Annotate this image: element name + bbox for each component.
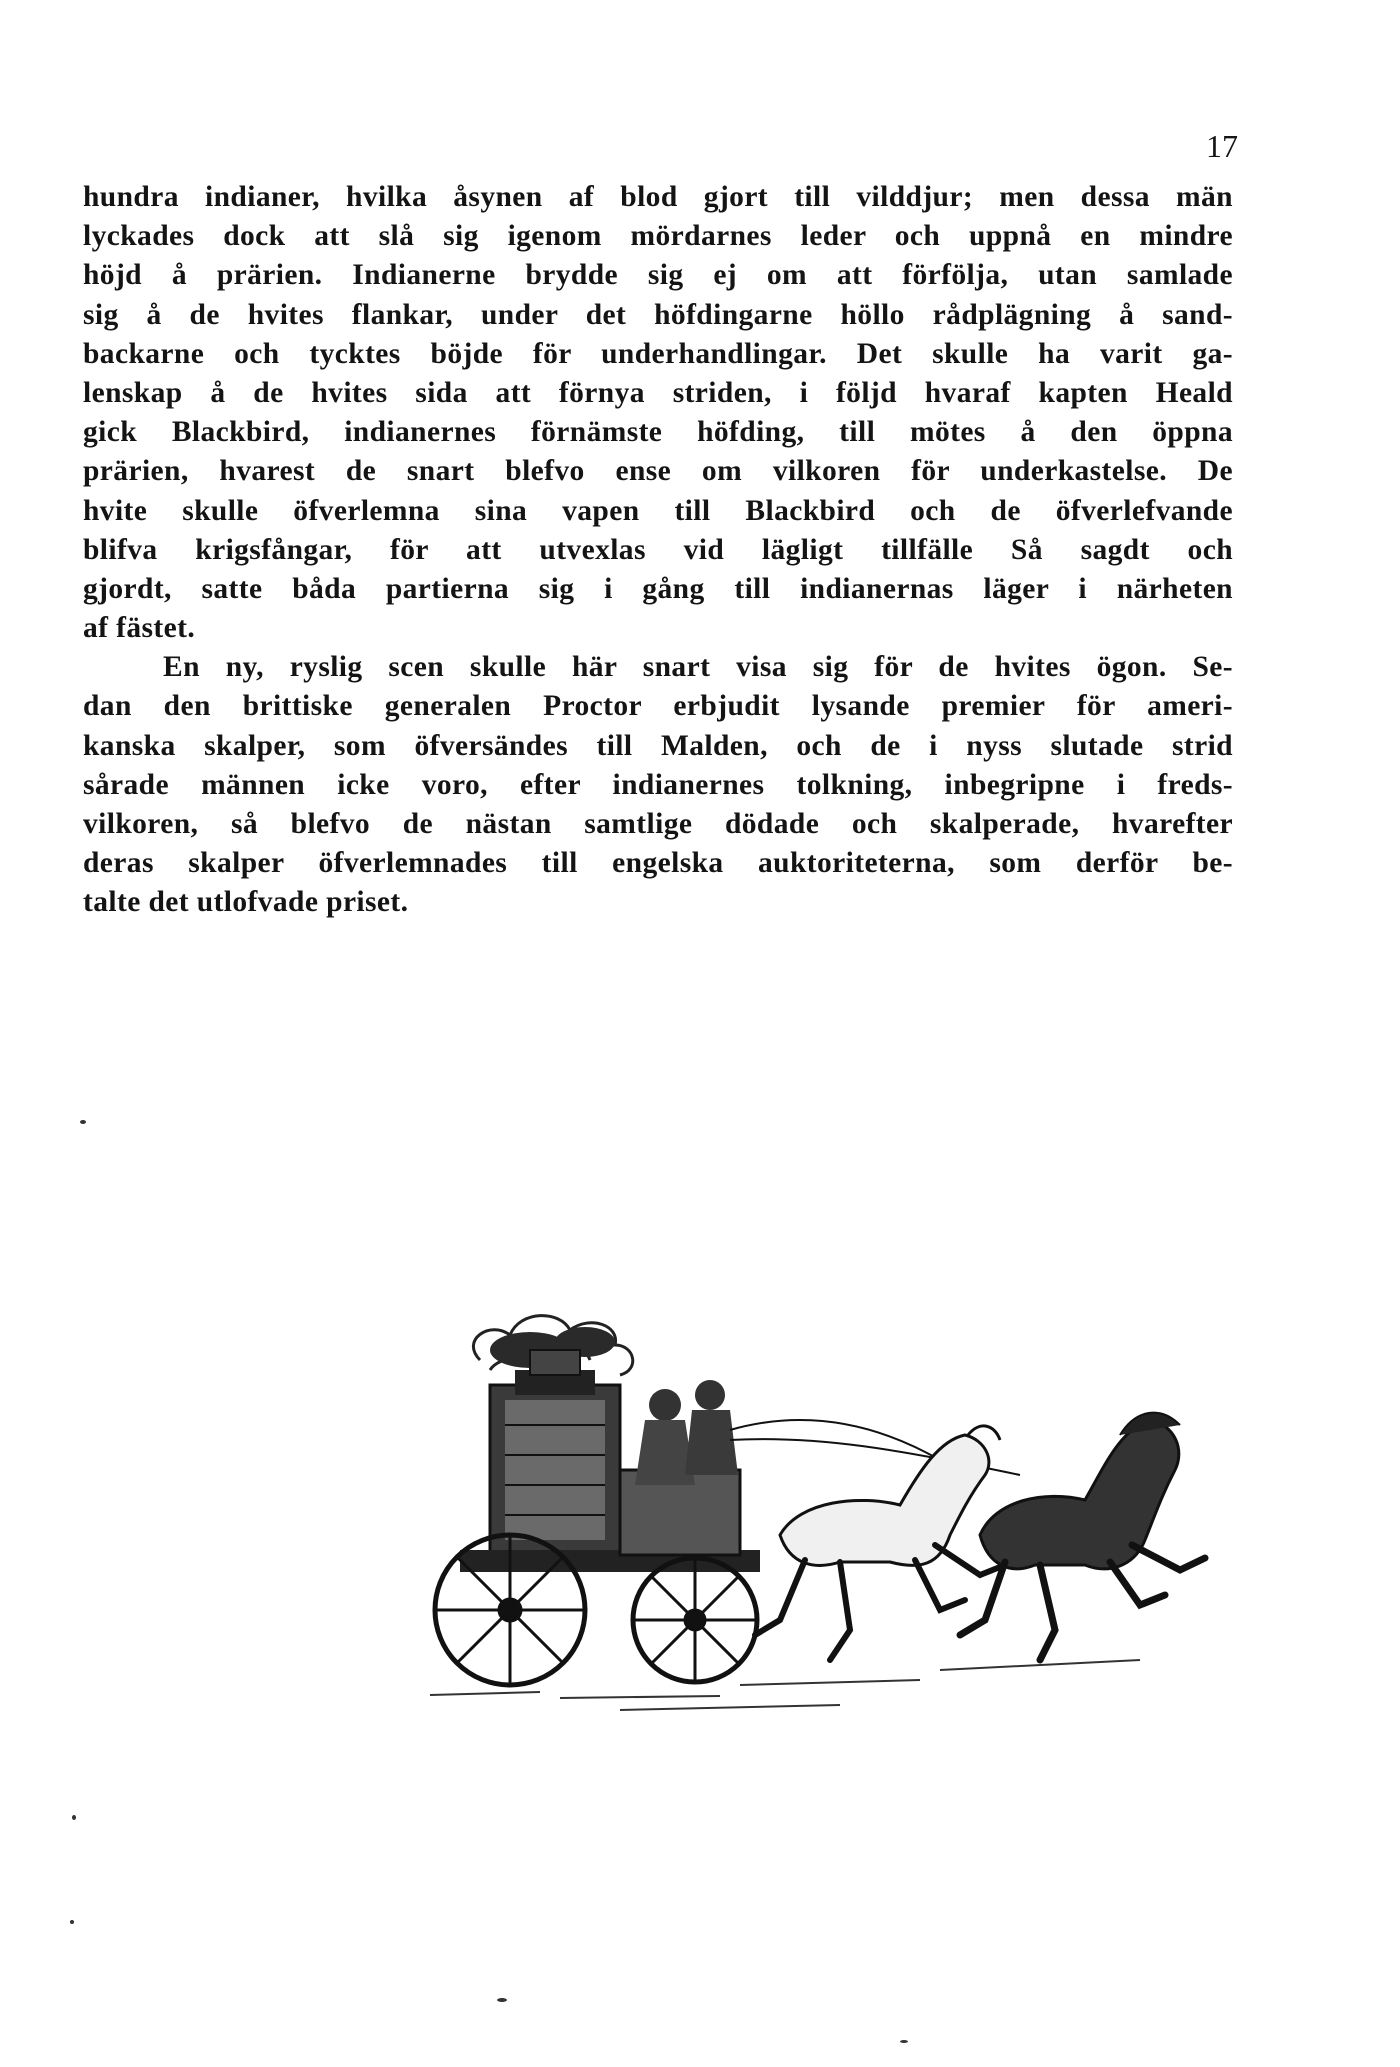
text-line: höjd å prärien. Indianerne brydde sig ej om att förfölja, utan samlade [83, 259, 1233, 292]
body-text [83, 178, 1233, 923]
text-line: blifva krigsfångar, för att utvexlas vid lägligt tillfälle Så sagdt och [83, 533, 1233, 566]
text-line: sig å de hvites flankar, under det höfdingarne höllo rådplägning å sand- [83, 298, 1233, 331]
text-line: hundra indianer, hvilka åsynen af blod gjort till vilddjur; men dessa män [83, 181, 1233, 213]
text-line: hvite skulle öfverlemna sina vapen till Blackbird och de öfverlefvande [83, 494, 1233, 527]
text-line: deras skalper öfverlemnades till engelska auktoriteterna, som derför be- [83, 847, 1233, 880]
text-line: lyckades dock att slå sig igenom mördarnes leder och uppnå en mindre [83, 220, 1233, 253]
text-line: vilkoren, så blefvo de nästan samtlige dödade och skalperade, hvarefter [83, 808, 1233, 840]
text-line: prärien, hvarest de snart blefvo ense om vilkoren för underkastelse. De [83, 455, 1233, 488]
print-speck [497, 1998, 507, 2002]
text-line: lenskap å de hvites sida att förnya striden, i följd hvaraf kapten Heald [83, 376, 1233, 409]
print-speck [80, 1120, 86, 1124]
paragraph-2 [83, 648, 1233, 922]
text-line: backarne och tycktes böjde för underhandlingar. Det skulle ha varit ga- [83, 337, 1233, 370]
print-speck [72, 1815, 76, 1820]
text-line: sårade männen icke voro, efter indianernes tolkning, inbegripne i freds- [83, 768, 1233, 801]
text-line: kanska skalper, som öfversändes till Malden, och de i nyss slutade strid [83, 729, 1233, 762]
text-line: En ny, ryslig scen skulle här snart visa sig för de hvites ögon. Se- [163, 651, 1233, 684]
text-line: gjordt, satte båda partierna sig i gång till indianernas läger i närheten [83, 572, 1233, 605]
text-line: af fästet. [83, 612, 196, 645]
print-speck [900, 2040, 908, 2043]
horse-drawn-fire-engine-engraving-icon [420, 1300, 1240, 1740]
text-line: gick Blackbird, indianernes förnämste höfding, till mötes å den öppna [83, 416, 1233, 449]
page-number: 17 [1206, 128, 1238, 164]
text-line: dan den brittiske generalen Proctor erbjudit lysande premier för ameri- [83, 690, 1233, 723]
print-speck [70, 1920, 74, 1924]
paragraph-1 [83, 178, 1233, 648]
text-line: talte det utlofvade priset. [83, 886, 409, 919]
